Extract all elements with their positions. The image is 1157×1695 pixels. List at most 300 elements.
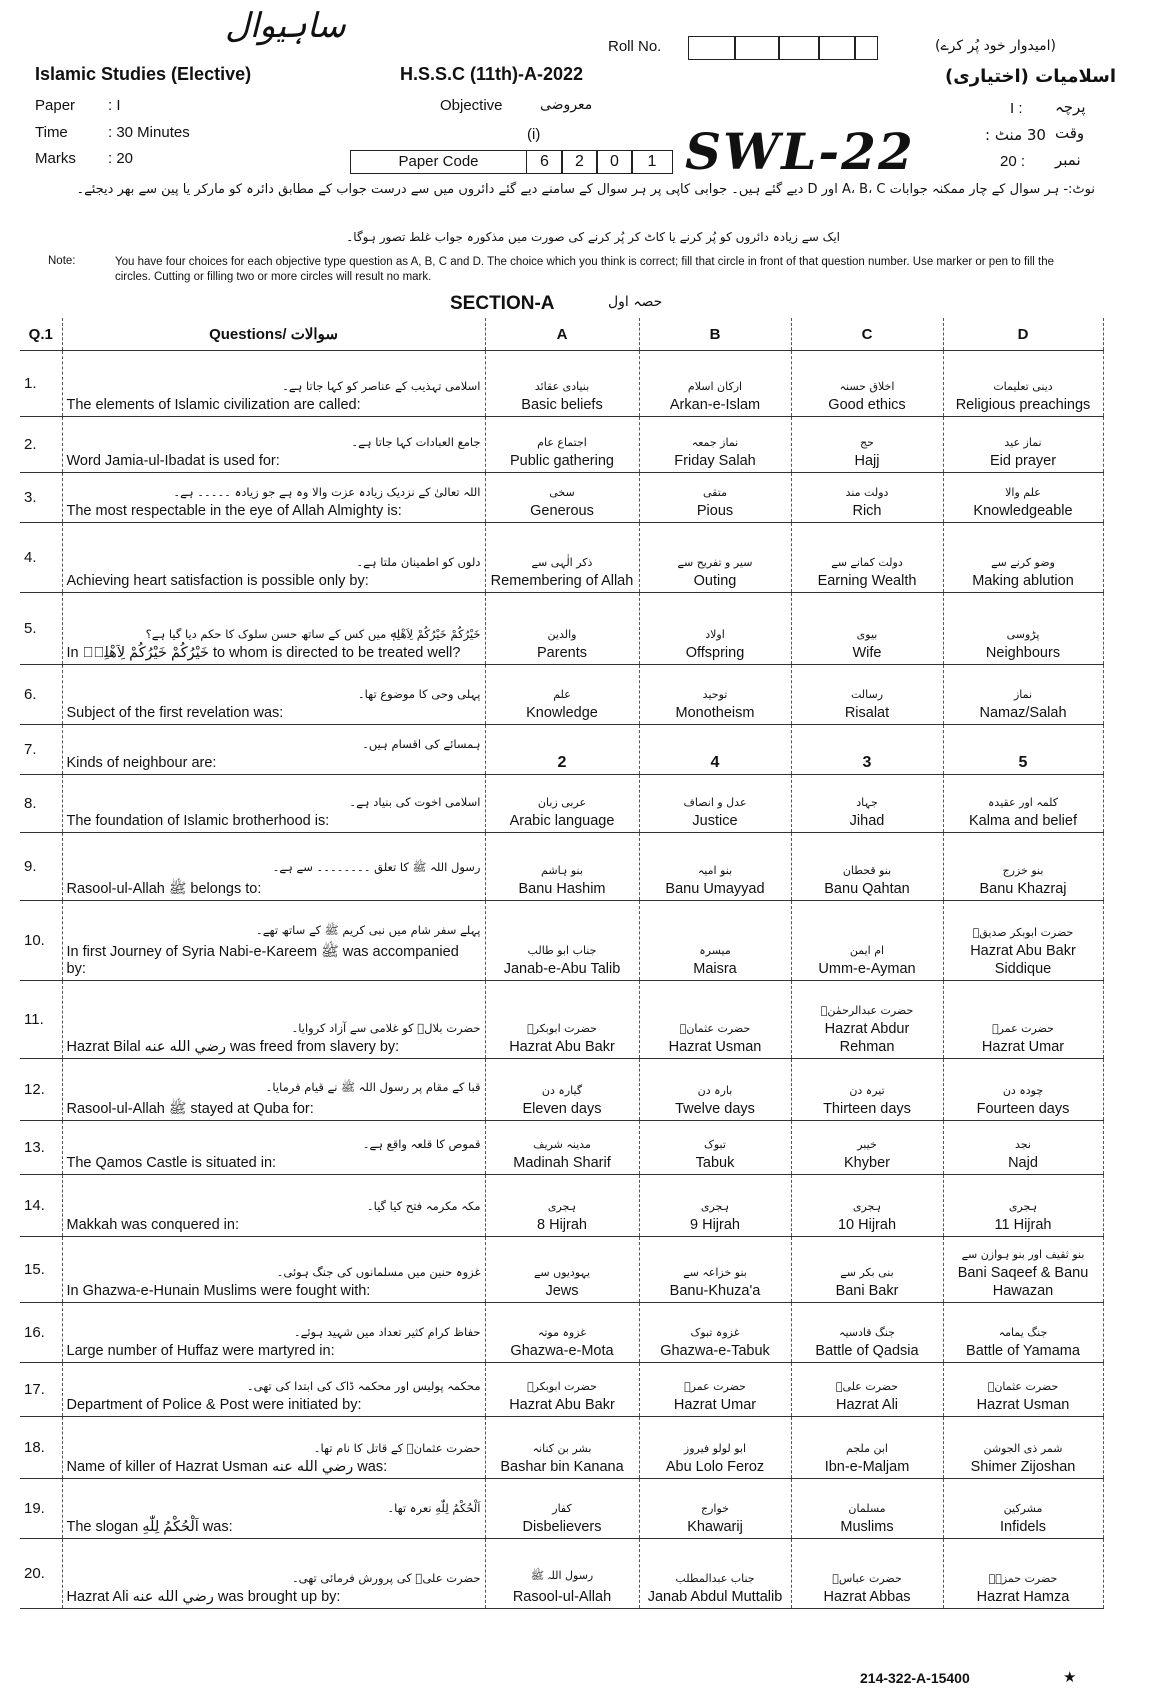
option-b-english: Banu-Khuza'a xyxy=(669,1283,761,1299)
question-english: Department of Police & Post were initiated by: xyxy=(66,1397,362,1413)
question-urdu: پہلی وحی کا موضوع تھا۔ xyxy=(357,687,481,701)
question-english: Word Jamia-ul-Ibadat is used for: xyxy=(66,453,280,469)
question-english: The most respectable in the eye of Allah Almighty is: xyxy=(66,503,402,519)
option-b-urdu: بنو خزاعہ سے xyxy=(683,1266,747,1279)
option-d-english: Namaz/Salah xyxy=(979,705,1067,721)
option-a-english: Knowledge xyxy=(526,705,598,721)
question-text-cell xyxy=(62,523,485,593)
paper-ur-value: I : xyxy=(1010,100,1023,117)
option-b xyxy=(639,1303,791,1363)
option-d-urdu: بنو خزرج xyxy=(1002,864,1044,877)
option-d-urdu: حضرت عثمانؓ xyxy=(987,1380,1059,1393)
question-urdu: اسلامی تہذیب کے عناصر کو کہا جاتا ہے۔ xyxy=(282,379,481,393)
option-b xyxy=(639,1121,791,1175)
option-c-english: Umm-e-Ayman xyxy=(818,961,916,977)
roll-number-box-5[interactable] xyxy=(854,36,878,60)
option-b-urdu: بنو امیہ xyxy=(697,864,733,877)
option-b-urdu: متقی xyxy=(703,486,727,499)
option-b xyxy=(639,981,791,1059)
option-b-english: Justice xyxy=(692,813,738,829)
option-d xyxy=(943,901,1103,981)
option-a xyxy=(485,473,639,523)
option-a-english: Hazrat Abu Bakr xyxy=(509,1039,615,1055)
option-b-english: Janab Abdul Muttalib xyxy=(647,1589,783,1605)
option-d-english: 11 Hijrah xyxy=(994,1217,1052,1233)
option-d-urdu: علم والا xyxy=(1005,486,1041,499)
option-a xyxy=(485,1237,639,1303)
option-c xyxy=(791,665,943,725)
paper-label: Paper xyxy=(35,97,76,114)
option-a xyxy=(485,981,639,1059)
option-d-urdu: جنگ یمامہ xyxy=(998,1326,1048,1339)
paper-urdu-label: پرچہ xyxy=(1055,98,1086,116)
question-english: Makkah was conquered in: xyxy=(66,1217,239,1233)
option-b-urdu: توحید xyxy=(702,688,728,701)
paper-code-digit-2: 2 xyxy=(561,150,598,174)
option-a xyxy=(485,1175,639,1237)
option-b xyxy=(639,473,791,523)
question-text-cell xyxy=(62,1121,485,1175)
question-text-cell xyxy=(62,593,485,665)
option-b-urdu: ارکان اسلام xyxy=(687,380,743,393)
roll-number-box-3[interactable] xyxy=(778,36,820,60)
option-a-urdu: ہجری xyxy=(547,1200,577,1213)
option-a xyxy=(485,1539,639,1609)
objective-label: Objective xyxy=(440,97,503,114)
option-b-urdu: حضرت عمرؓ xyxy=(684,1380,746,1393)
option-a-urdu: رسول اللہ ﷺ xyxy=(530,1569,594,1582)
option-d xyxy=(943,775,1103,833)
option-d-urdu: نماز xyxy=(1013,688,1033,701)
marks-label: Marks xyxy=(35,150,76,167)
option-c-english: Hajj xyxy=(854,453,880,469)
option-a-english: Bashar bin Kanana xyxy=(500,1459,624,1475)
option-b-english: Tabuk xyxy=(695,1155,735,1171)
option-c-urdu: رسالت xyxy=(850,688,884,701)
header-b: B xyxy=(639,318,791,351)
option-c-english: Rich xyxy=(852,503,882,519)
question-row xyxy=(20,1417,1103,1479)
option-b-english: Ghazwa-e-Tabuk xyxy=(660,1343,770,1359)
option-d-urdu: کلمہ اور عقیدہ xyxy=(987,796,1059,809)
option-b-urdu: بارہ دن xyxy=(697,1084,733,1097)
option-d-english: Bani Saqeef & Banu Hawazan xyxy=(957,1265,1089,1299)
option-c-english: Hazrat Ali xyxy=(835,1397,899,1413)
option-c xyxy=(791,833,943,901)
roll-number-box-2[interactable] xyxy=(734,36,780,60)
subject-urdu: اسلامیات (اختیاری) xyxy=(945,66,1117,87)
option-b-english: Friday Salah xyxy=(674,453,756,469)
question-row xyxy=(20,593,1103,665)
roll-number-label: Roll No. xyxy=(608,38,662,55)
option-a xyxy=(485,725,639,775)
section-title: SECTION-A xyxy=(450,293,555,314)
question-english: In خَیْرُکُمْ خَیْرُکُمْ لِاَهْلِهٖ to whom is directed to be treated well? xyxy=(66,645,461,661)
option-a-english: 2 xyxy=(557,754,567,771)
question-urdu: اسلامی اخوت کی بنیاد ہے۔ xyxy=(349,795,481,809)
option-b-english: Hazrat Usman xyxy=(668,1039,762,1055)
question-text-cell xyxy=(62,1175,485,1237)
option-b-english: Outing xyxy=(693,573,737,589)
option-c-english: 3 xyxy=(862,754,872,771)
option-b-urdu: خوارج xyxy=(701,1502,729,1515)
option-c xyxy=(791,1059,943,1121)
option-b-urdu: اولاد xyxy=(705,628,725,641)
option-a xyxy=(485,593,639,665)
question-row xyxy=(20,1059,1103,1121)
question-english: The elements of Islamic civilization are called: xyxy=(66,397,361,413)
option-c-urdu: تیرہ دن xyxy=(849,1084,885,1097)
option-b xyxy=(639,1175,791,1237)
option-d xyxy=(943,593,1103,665)
question-number: 17. xyxy=(20,1363,62,1417)
option-d xyxy=(943,833,1103,901)
option-b-english: Pious xyxy=(696,503,734,519)
question-english: In first Journey of Syria Nabi-e-Kareem ﷺ was accompanied by: xyxy=(66,944,459,977)
question-urdu: محکمہ پولیس اور محکمہ ڈاک کی ابتدا کی تھی۔ xyxy=(246,1379,481,1393)
question-urdu: حضرت علیؓ کی پرورش فرمائی تھی۔ xyxy=(291,1571,481,1585)
option-c-urdu: دولت کمانے سے xyxy=(831,556,903,569)
question-urdu: خَیْرُکُمْ خَیْرُکُمْ لِاَهْلِهٖ میں کس کے ساتھ حسن سلوک کا حکم دیا گیا ہے؟ xyxy=(145,627,481,641)
option-c-english: Ibn-e-Maljam xyxy=(824,1459,910,1475)
option-c xyxy=(791,1539,943,1609)
option-b xyxy=(639,1363,791,1417)
option-a xyxy=(485,1303,639,1363)
option-b-urdu: حضرت عثمانؓ xyxy=(679,1022,751,1035)
option-d-english: Eid prayer xyxy=(989,453,1057,469)
option-c xyxy=(791,775,943,833)
question-english: The Qamos Castle is situated in: xyxy=(66,1155,277,1171)
option-d-urdu: بنو ثقیف اور بنو ہوازن سے xyxy=(961,1248,1085,1261)
objective-urdu: معروضی xyxy=(540,97,593,113)
option-d-english: Shimer Zijoshan xyxy=(970,1459,1076,1475)
option-c xyxy=(791,1363,943,1417)
option-c xyxy=(791,417,943,473)
roll-note-urdu: (امیدوار خود پُر کرے) xyxy=(935,38,1056,54)
option-c-english: Hazrat Abbas xyxy=(823,1589,911,1605)
question-number: 16. xyxy=(20,1303,62,1363)
questions-table xyxy=(20,318,1104,1609)
option-d-urdu: حضرت ابوبکر صدیقؓ xyxy=(972,926,1074,939)
option-a-english: Rasool-ul-Allah xyxy=(512,1589,612,1605)
marks-urdu-label: نمبر xyxy=(1055,151,1081,169)
option-a xyxy=(485,775,639,833)
option-a-english: Remembering of Allah xyxy=(490,573,634,589)
option-c-urdu: حضرت علیؓ xyxy=(835,1380,899,1393)
question-number: 19. xyxy=(20,1479,62,1539)
option-d-english: Hazrat Usman xyxy=(976,1397,1070,1413)
question-number: 9. xyxy=(20,833,62,901)
option-b xyxy=(639,901,791,981)
option-c-english: 10 Hijrah xyxy=(837,1217,897,1233)
option-b-urdu: میسرہ xyxy=(699,944,731,957)
question-english: Rasool-ul-Allah ﷺ belongs to: xyxy=(66,881,262,897)
question-urdu: ہمسائے کی اقسام ہیں۔ xyxy=(362,737,481,751)
option-a xyxy=(485,523,639,593)
time-ur-value: 30 منٹ : xyxy=(985,126,1046,144)
option-b-english: 4 xyxy=(710,754,720,771)
option-a xyxy=(485,1417,639,1479)
question-row xyxy=(20,1539,1103,1609)
option-a-english: Janab-e-Abu Talib xyxy=(503,961,621,977)
option-a-english: Eleven days xyxy=(522,1101,602,1117)
option-d xyxy=(943,1363,1103,1417)
option-c-urdu: اخلاق حسنہ xyxy=(839,380,895,393)
option-d xyxy=(943,1539,1103,1609)
option-b-urdu: جناب عبدالمطلب xyxy=(675,1572,755,1585)
question-row xyxy=(20,351,1103,417)
option-b-urdu: ابو لولو فیروز xyxy=(683,1442,747,1455)
option-c xyxy=(791,1417,943,1479)
option-d-english: Fourteen days xyxy=(976,1101,1070,1117)
option-a-english: Ghazwa-e-Mota xyxy=(510,1343,614,1359)
marks-value: : 20 xyxy=(108,150,134,167)
option-b xyxy=(639,1237,791,1303)
option-d-english: Religious preachings xyxy=(955,397,1091,413)
option-c-urdu: ام ایمن xyxy=(849,944,885,957)
option-c-urdu: مسلمان xyxy=(848,1502,886,1515)
question-row xyxy=(20,901,1103,981)
option-c-english: Wife xyxy=(852,645,882,661)
paper-code-digit-3: 0 xyxy=(596,150,633,174)
question-row xyxy=(20,1237,1103,1303)
header-questions: Questions/ سوالات xyxy=(62,318,485,351)
option-c-urdu: دولت مند xyxy=(845,486,889,499)
question-number: 20. xyxy=(20,1539,62,1609)
question-number: 2. xyxy=(20,417,62,473)
question-text-cell xyxy=(62,417,485,473)
question-english: The slogan اَلْحُکْمُ لِلّٰهِ was: xyxy=(66,1519,233,1535)
question-text-cell xyxy=(62,1237,485,1303)
option-d-english: 5 xyxy=(1018,754,1028,771)
question-row xyxy=(20,1363,1103,1417)
option-b-english: Offspring xyxy=(685,645,745,661)
option-c-english: Battle of Qadsia xyxy=(815,1343,919,1359)
header-c: C xyxy=(791,318,943,351)
option-a-english: Hazrat Abu Bakr xyxy=(509,1397,615,1413)
option-d-english: Neighbours xyxy=(985,645,1061,661)
option-a-english: Basic beliefs xyxy=(521,397,603,413)
option-c-english: Good ethics xyxy=(828,397,906,413)
option-d-english: Najd xyxy=(1008,1155,1038,1171)
question-number: 1. xyxy=(20,351,62,417)
option-d xyxy=(943,725,1103,775)
option-d-english: Making ablution xyxy=(972,573,1074,589)
option-d xyxy=(943,473,1103,523)
option-a-urdu: بنیادی عقائد xyxy=(534,380,590,393)
option-c-urdu: ہجری xyxy=(852,1200,882,1213)
option-b xyxy=(639,775,791,833)
note-label: Note: xyxy=(48,255,76,267)
question-number: 3. xyxy=(20,473,62,523)
option-c-english: Hazrat Abdur Rehman xyxy=(824,1021,910,1055)
option-d-urdu: مشرکین xyxy=(1003,1502,1043,1515)
option-a-english: Public gathering xyxy=(510,453,614,469)
option-d-urdu: دینی تعلیمات xyxy=(993,380,1053,393)
signature: ساہیوال xyxy=(225,6,346,46)
option-d-english: Hazrat Umar xyxy=(981,1039,1065,1055)
option-a xyxy=(485,417,639,473)
question-number: 4. xyxy=(20,523,62,593)
question-row xyxy=(20,523,1103,593)
question-row xyxy=(20,833,1103,901)
question-number: 13. xyxy=(20,1121,62,1175)
paper-code-digit-1: 6 xyxy=(526,150,563,174)
option-d xyxy=(943,1059,1103,1121)
question-english: Rasool-ul-Allah ﷺ stayed at Quba for: xyxy=(66,1101,314,1117)
footer-star-icon: ★ xyxy=(1063,1669,1077,1686)
question-urdu: دلوں کو اطمینان ملتا ہے۔ xyxy=(356,555,481,569)
question-english: Hazrat Bilal رضي الله عنه was freed from slavery by: xyxy=(66,1039,400,1055)
option-a xyxy=(485,901,639,981)
subject-english: Islamic Studies (Elective) xyxy=(35,64,252,84)
option-b-urdu: عدل و انصاف xyxy=(683,796,747,809)
option-a-urdu: حضرت ابوبکرؓ xyxy=(527,1022,597,1035)
question-number: 5. xyxy=(20,593,62,665)
option-b-urdu: نماز جمعہ xyxy=(691,436,739,449)
option-c xyxy=(791,725,943,775)
option-b-urdu: تبوک xyxy=(704,1138,726,1151)
question-row xyxy=(20,417,1103,473)
question-row xyxy=(20,1121,1103,1175)
option-d xyxy=(943,351,1103,417)
question-row xyxy=(20,725,1103,775)
option-b-english: Khawarij xyxy=(687,1519,743,1535)
question-urdu: غزوہ حنین میں مسلمانوں کی جنگ ہوئی۔ xyxy=(276,1265,481,1279)
option-b xyxy=(639,593,791,665)
option-a-urdu: والدین xyxy=(547,628,577,641)
question-text-cell xyxy=(62,1417,485,1479)
option-c-urdu: خیبر xyxy=(857,1138,877,1151)
option-a-english: Parents xyxy=(537,645,587,661)
instructions-urdu-1: نوٹ:- ہر سوال کے چار ممکنہ جوابات A، B، C اور D دیے گئے ہیں۔ جوابی کاپی پر ہر سوال کے سامنے دیے گئے دائروں میں سے درست جواب کے مطابق دائرہ کو مارکر یا پین سے بھر دیجئے۔ xyxy=(76,182,1095,197)
question-urdu: حضرت بلالؓ کو غلامی سے آزاد کروایا۔ xyxy=(291,1021,481,1035)
option-c-urdu: بنی بکر سے xyxy=(840,1266,894,1279)
option-b xyxy=(639,1479,791,1539)
option-d-urdu: حضرت عمرؓ xyxy=(992,1022,1054,1035)
question-text-cell xyxy=(62,1539,485,1609)
option-c xyxy=(791,1175,943,1237)
option-d-urdu: نماز عید xyxy=(1004,436,1042,449)
option-d-english: Infidels xyxy=(1000,1519,1046,1535)
option-d xyxy=(943,1303,1103,1363)
option-b-urdu: سیر و تفریح سے xyxy=(677,556,753,569)
option-b-english: Monotheism xyxy=(675,705,755,721)
option-c-urdu: ابن ملجم xyxy=(846,1442,888,1455)
question-urdu: قموص کا قلعہ واقع ہے۔ xyxy=(362,1137,481,1151)
option-a-urdu: عربی زبان xyxy=(537,796,587,809)
option-c xyxy=(791,473,943,523)
option-d-urdu: ہجری xyxy=(1008,1200,1038,1213)
option-b-english: 9 Hijrah xyxy=(690,1217,740,1233)
option-b-english: Abu Lolo Feroz xyxy=(665,1459,765,1475)
option-a-urdu: غزوہ موتہ xyxy=(537,1326,587,1339)
option-a-urdu: بنو ہاشم xyxy=(541,864,583,877)
option-d xyxy=(943,417,1103,473)
question-urdu: حضرت عثمانؓ کے قاتل کا نام تھا۔ xyxy=(313,1441,481,1455)
option-b xyxy=(639,1417,791,1479)
roll-number-box-4[interactable] xyxy=(818,36,856,60)
question-number: 6. xyxy=(20,665,62,725)
option-a-urdu: علم xyxy=(553,688,571,701)
option-a-urdu: جناب ابو طالب xyxy=(527,944,597,957)
question-text-cell xyxy=(62,833,485,901)
section-title-urdu: حصہ اول xyxy=(608,294,663,310)
option-c-urdu: حضرت عباسؓ xyxy=(832,1572,902,1585)
question-urdu: رسول اللہ ﷺ کا تعلق ۔۔۔۔۔۔۔۔ سے ہے۔ xyxy=(272,860,481,874)
question-urdu: قبا کے مقام پر رسول اللہ ﷺ نے قیام فرمایا۔ xyxy=(265,1080,481,1094)
option-d-urdu: شمر ذی الجوشن xyxy=(983,1442,1063,1455)
option-d-urdu: حضرت حمزہؓ xyxy=(988,1572,1058,1585)
option-b-urdu: غزوہ تبوک xyxy=(690,1326,740,1339)
question-urdu: اللہ تعالیٰ کے نزدیک زیادہ عزت والا وہ ہے جو زیادہ ۔۔۔۔۔ ہے۔ xyxy=(173,485,481,499)
option-a-english: Disbelievers xyxy=(522,1519,602,1535)
option-c xyxy=(791,901,943,981)
option-b-english: Arkan-e-Islam xyxy=(669,397,761,413)
roll-number-box-1[interactable] xyxy=(688,36,736,60)
option-d-urdu: وضو کرنے سے xyxy=(991,556,1055,569)
question-number: 7. xyxy=(20,725,62,775)
option-c-english: Muslims xyxy=(840,1519,894,1535)
question-text-cell xyxy=(62,775,485,833)
header-a: A xyxy=(485,318,639,351)
option-a-urdu: اجتماع عام xyxy=(537,436,587,449)
option-a-english: Jews xyxy=(545,1283,579,1299)
question-urdu: پہلے سفر شام میں نبی کریم ﷺ کے ساتھ تھے۔ xyxy=(256,923,481,937)
question-text-cell xyxy=(62,901,485,981)
option-a-urdu: سخی xyxy=(549,486,575,499)
option-c-urdu: بنو قحطان xyxy=(842,864,892,877)
option-b xyxy=(639,417,791,473)
option-b-english: Maisra xyxy=(693,961,737,977)
option-d-english: Battle of Yamama xyxy=(966,1343,1080,1359)
question-text-cell xyxy=(62,1479,485,1539)
option-c xyxy=(791,1303,943,1363)
option-a xyxy=(485,1363,639,1417)
option-d-urdu: نجد xyxy=(1015,1138,1031,1151)
option-a-english: Arabic language xyxy=(509,813,615,829)
center-stamp: SWL-22 xyxy=(685,122,915,181)
option-a-english: 8 Hijrah xyxy=(537,1217,587,1233)
option-d xyxy=(943,1175,1103,1237)
footer-code: 214-322-A-15400 xyxy=(860,1670,970,1686)
option-c-urdu: حضرت عبدالرحمٰنؓ xyxy=(820,1004,914,1017)
paper-code-digit-4: 1 xyxy=(631,150,673,174)
option-d-english: Kalma and belief xyxy=(968,813,1077,829)
question-row xyxy=(20,981,1103,1059)
table-header-row xyxy=(20,318,1103,351)
question-text-cell xyxy=(62,1363,485,1417)
paper-value: : I xyxy=(108,97,121,114)
question-text-cell xyxy=(62,665,485,725)
header-d: D xyxy=(943,318,1103,351)
option-c-english: Thirteen days xyxy=(823,1101,911,1117)
option-c xyxy=(791,593,943,665)
option-c xyxy=(791,1479,943,1539)
question-english: Large number of Huffaz were martyred in: xyxy=(66,1343,335,1359)
option-b xyxy=(639,833,791,901)
question-number: 8. xyxy=(20,775,62,833)
option-c-urdu: جہاد xyxy=(856,796,878,809)
option-c xyxy=(791,523,943,593)
option-a-english: Generous xyxy=(530,503,594,519)
question-row xyxy=(20,1479,1103,1539)
option-c-english: Risalat xyxy=(844,705,890,721)
option-a xyxy=(485,1479,639,1539)
option-d-english: Hazrat Abu Bakr Siddique xyxy=(970,943,1076,977)
option-a xyxy=(485,1059,639,1121)
question-row xyxy=(20,1175,1103,1237)
